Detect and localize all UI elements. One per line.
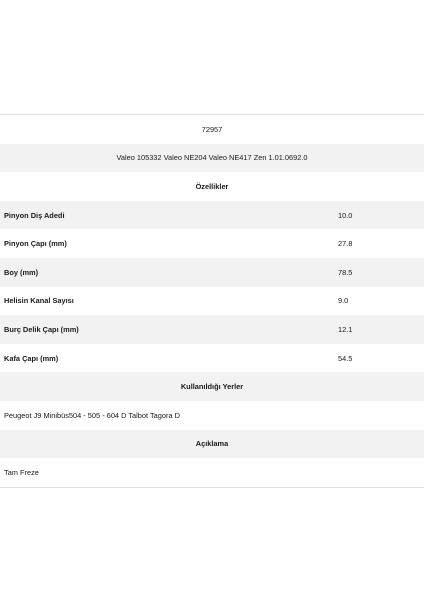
product-code: 72957 xyxy=(201,124,223,134)
spec-row xyxy=(0,287,424,316)
description-heading: Açıklama xyxy=(195,439,229,449)
product-code-row xyxy=(0,115,424,144)
spec-label: Pinyon Çapı (mm) xyxy=(4,239,67,249)
spec-row xyxy=(0,344,424,373)
spec-row xyxy=(0,315,424,344)
spec-value: 54.5 xyxy=(338,353,353,363)
spec-label: Kafa Çapı (mm) xyxy=(4,353,59,363)
usage-heading-row xyxy=(0,372,424,401)
spec-row xyxy=(0,258,424,287)
spec-value: 27.8 xyxy=(338,239,353,249)
product-spec-table xyxy=(0,114,424,488)
spec-label: Pinyon Diş Adedi xyxy=(4,210,65,220)
spec-value: 78.5 xyxy=(338,267,353,277)
spec-value: 12.1 xyxy=(338,324,353,334)
spec-value: 9.0 xyxy=(338,296,349,306)
spec-value: 10.0 xyxy=(338,210,353,220)
references-row xyxy=(0,144,424,173)
spec-label: Burç Delik Çapı (mm) xyxy=(4,324,79,334)
spec-row xyxy=(0,229,424,258)
spec-row xyxy=(0,201,424,230)
specs-heading: Özellikler xyxy=(195,181,229,191)
description-heading-row xyxy=(0,430,424,459)
specs-heading-row xyxy=(0,172,424,201)
usage-heading: Kullanıldığı Yerler xyxy=(180,382,244,392)
oem-references: Valeo 105332 Valeo NE204 Valeo NE417 Zen 1.01.0692.0 xyxy=(116,153,308,163)
description-row xyxy=(0,458,424,487)
spec-label: Helisin Kanal Sayısı xyxy=(4,296,74,306)
spec-label: Boy (mm) xyxy=(4,267,39,277)
usage-text: Peugeot J9 Minibüs504 - 505 - 604 D Talbot Tagora D xyxy=(4,410,180,420)
usage-row xyxy=(0,401,424,430)
description-text: Tam Freze xyxy=(4,467,39,477)
